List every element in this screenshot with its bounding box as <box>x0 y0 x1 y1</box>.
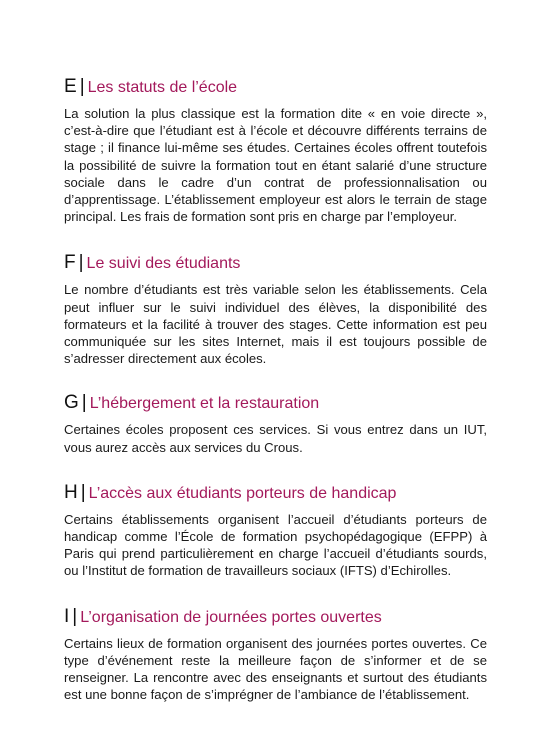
section-paragraph: La solution la plus classique est la formation dite « en voie directe », c’est-à-dire que l’étudiant est à l’école et découvre différents terrains de stage ; il finance lui-même ses études. Certaines écoles offrent toutefois la possibilité de suivre la formation tout en étant salarié d’une structure sociale dans le cadre d’un contrat de professionnalisation ou d’apprentissage. L’établissement employeur est alors le terrain de stage principal. Les frais de formation sont pris en charge par l’employeur. <box>64 106 487 225</box>
section-letter: H <box>64 481 78 503</box>
section-f <box>64 252 487 367</box>
section-heading <box>64 482 487 505</box>
section-i <box>64 606 487 704</box>
section-g <box>64 392 487 455</box>
section-letter: G <box>64 392 79 414</box>
section-paragraph: Certains établissements organisent l’accueil d’étudiants porteurs de handicap comme l’École de formation psychopédagogique (EFPP) à Paris qui prend particulièrement en charge l’accueil d’étudiants sourds, ou l’Institut de formation de travailleurs sociaux (IFTS) d’Echirolles. <box>64 511 487 579</box>
section-letter: I <box>64 605 70 627</box>
heading-separator: | <box>80 481 86 503</box>
heading-separator: | <box>72 605 78 627</box>
heading-separator: | <box>78 252 84 274</box>
section-letter: F <box>64 252 76 274</box>
document-page <box>64 76 487 703</box>
section-e <box>64 76 487 225</box>
section-letter: E <box>64 76 77 97</box>
section-title: Le suivi des étudiants <box>86 255 241 273</box>
section-h <box>64 482 487 580</box>
section-paragraph: Certains lieux de formation organisent des journées portes ouvertes. Ce type d’événement reste la meilleure façon de s’informer et de se renseigner. La rencontre avec des enseignants et surtout des étudiants est une bonne façon de s’imprégner de l’ambiance de l’établissement. <box>64 635 487 703</box>
section-title: L’hébergement et la restauration <box>89 395 320 413</box>
section-title: L’organisation de journées portes ouvertes <box>80 608 382 626</box>
section-heading <box>64 252 487 275</box>
section-heading <box>64 606 487 629</box>
section-paragraph: Le nombre d’étudiants est très variable selon les établissements. Cela peut influer sur le suivi individuel des élèves, la disponibilité des formateurs et la facilité à trouver des stages. Cette information est peu communiquée sur les sites Internet, mais il est toujours possible de s’adresser directement aux écoles. <box>64 282 487 367</box>
section-title: Les statuts de l’école <box>87 79 238 96</box>
section-heading <box>64 392 487 415</box>
section-heading <box>64 76 487 99</box>
heading-separator: | <box>79 76 85 97</box>
heading-separator: | <box>81 392 87 414</box>
section-title: L’accès aux étudiants porteurs de handicap <box>88 484 397 502</box>
section-paragraph: Certaines écoles proposent ces services. Si vous entrez dans un IUT, vous aurez accès aux services du Crous. <box>64 422 487 455</box>
